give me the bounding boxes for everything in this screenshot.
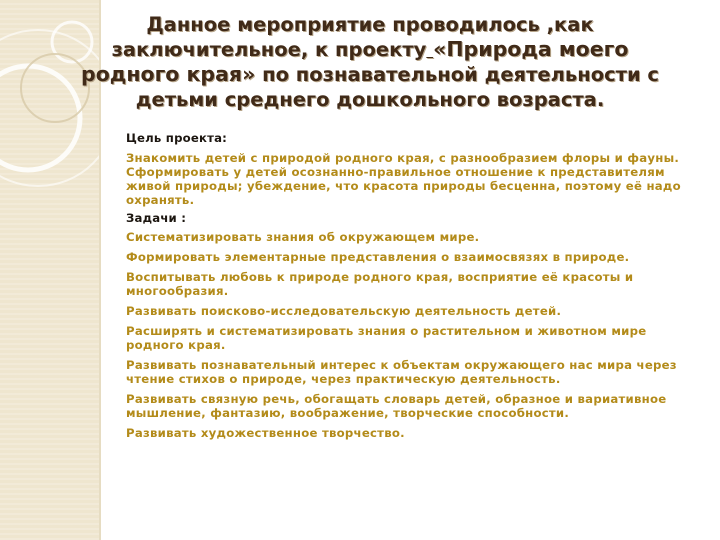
task-item: Воспитывать любовь к природе родного края, восприятие её красоты и многообразия. [126,270,634,298]
task-item: Развивать поисково-исследовательскую деятельность детей. [126,304,562,318]
slide-title [62,12,678,112]
task-item: Развивать познавательный интерес к объектам окружающего нас мира через чтение стихов о природе, через практическую деятельность. [126,358,677,386]
title-project-name: «Природа моего родного края» [81,37,629,86]
goal-text: Знакомить детей с природой родного края, с разнообразием флоры и фауны. Сформировать у детей осознанно-правильное отношение к представителям живой природы; убеждение, что красота природы бесценна, поэтому её надо охранять. [126,151,681,207]
task-item: Расширять и систематизировать знания о растительном и животном мире родного края. [126,324,647,352]
title-part-1: Данное мероприятие проводилось ,как заключительное, к проекту [111,13,594,61]
task-item: Развивать художественное творчество. [126,426,405,440]
task-item: Формировать элементарные представления о взаимосвязях в природе. [126,250,630,264]
slide-content [126,131,698,440]
goal-label: Цель проекта: [126,131,228,145]
title-part-2: по познавательной деятельности с детьми среднего дошкольного возраста. [135,63,659,111]
task-item: Развивать связную речь, обогащать словарь детей, образное и вариативное мышление, фантазию, воображение, творческие способности. [126,392,667,420]
task-item: Систематизировать знания об окружающем мире. [126,230,480,244]
tasks-label: Задачи : [126,211,187,225]
